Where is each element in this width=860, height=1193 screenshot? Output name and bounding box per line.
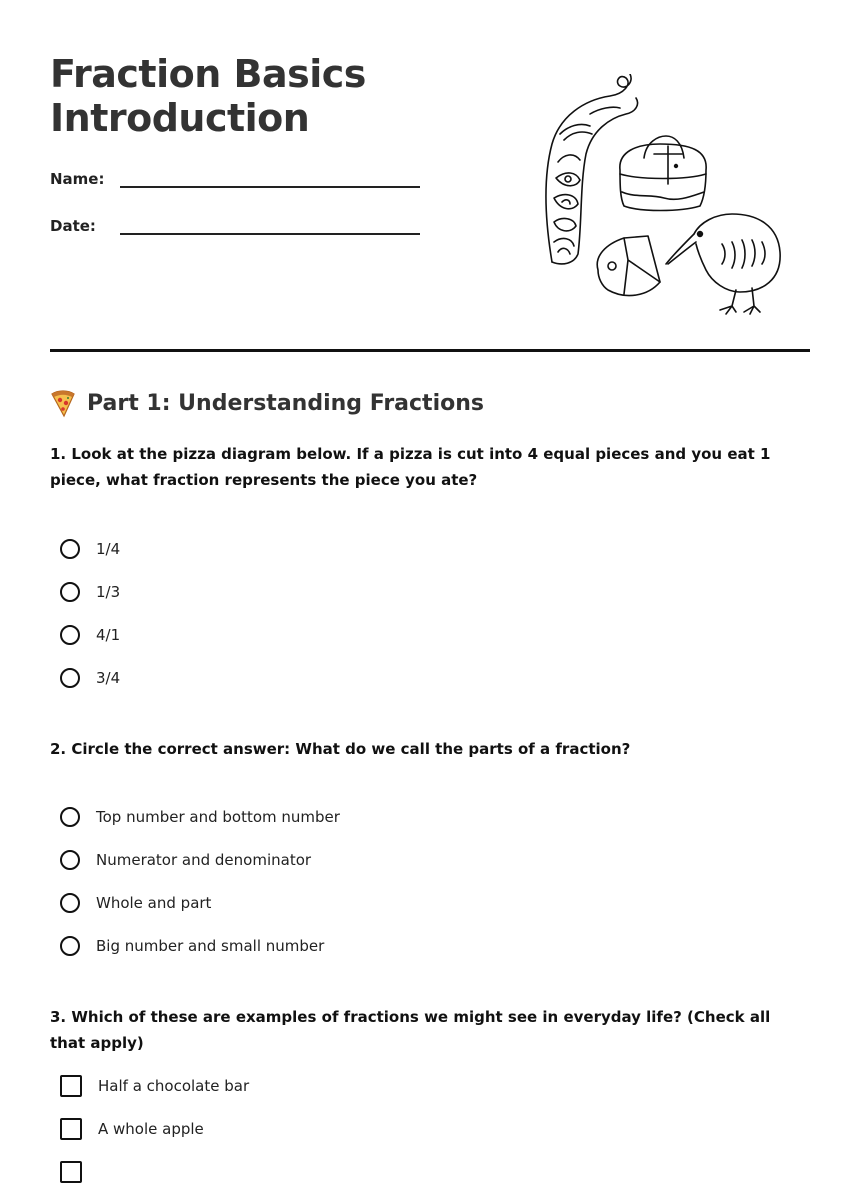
worksheet-header xyxy=(50,0,810,352)
question-3-text: 3. Which of these are examples of fractions we might see in everyday life? (Check all that apply) xyxy=(50,1008,771,1052)
radio-button[interactable] xyxy=(60,850,80,870)
option-radio[interactable] xyxy=(60,656,120,699)
title-line-1: Fraction Basics xyxy=(50,52,366,96)
date-label: Date: xyxy=(50,217,96,235)
option-label: 1/3 xyxy=(96,582,121,601)
option-label: A whole apple xyxy=(98,1119,204,1138)
option-checkbox[interactable] xyxy=(60,1107,249,1150)
checkbox[interactable] xyxy=(60,1161,82,1183)
cheese-wedge-icon xyxy=(597,236,660,296)
header-divider xyxy=(50,349,810,352)
option-label: 1/4 xyxy=(96,539,121,558)
radio-button[interactable] xyxy=(60,582,80,602)
option-radio[interactable] xyxy=(60,881,340,924)
option-radio[interactable] xyxy=(60,838,340,881)
date-input-line[interactable] xyxy=(120,211,420,235)
question-1-text: 1. Look at the pizza diagram below. If a pizza is cut into 4 equal pieces and you eat 1 piece, what fraction represents the piece you ate? xyxy=(50,445,771,489)
name-input-line[interactable] xyxy=(120,164,420,188)
header-illustration xyxy=(540,74,790,318)
question-3-options xyxy=(60,1064,249,1193)
radio-button[interactable] xyxy=(60,539,80,559)
checkbox[interactable] xyxy=(60,1118,82,1140)
option-label: 4/1 xyxy=(96,625,121,644)
question-2-options xyxy=(60,795,340,967)
name-field[interactable] xyxy=(50,164,420,188)
carved-taiaha-icon xyxy=(546,74,638,264)
pizza-icon xyxy=(50,388,76,418)
name-label: Name: xyxy=(50,170,105,188)
radio-button[interactable] xyxy=(60,807,80,827)
kiwi-bird-icon xyxy=(666,214,780,314)
option-radio[interactable] xyxy=(60,613,120,656)
option-radio[interactable] xyxy=(60,924,340,967)
title-line-2: Introduction xyxy=(50,96,310,140)
option-checkbox[interactable] xyxy=(60,1064,249,1107)
option-label: Half a chocolate bar xyxy=(98,1076,250,1095)
question-2-text: 2. Circle the correct answer: What do we call the parts of a fraction? xyxy=(50,740,631,758)
page-title xyxy=(50,52,366,140)
radio-button[interactable] xyxy=(60,893,80,913)
option-label: Big number and small number xyxy=(96,936,325,955)
option-label: Numerator and denominator xyxy=(96,850,312,869)
worksheet-page xyxy=(50,0,810,1138)
option-checkbox[interactable] xyxy=(60,1150,249,1193)
date-field[interactable] xyxy=(50,211,420,235)
section-heading-part-1 xyxy=(50,388,484,418)
option-radio[interactable] xyxy=(60,527,120,570)
option-label: Top number and bottom number xyxy=(96,807,340,826)
radio-button[interactable] xyxy=(60,936,80,956)
checkbox[interactable] xyxy=(60,1075,82,1097)
radio-button[interactable] xyxy=(60,668,80,688)
layered-cake-icon xyxy=(620,136,706,211)
option-radio[interactable] xyxy=(60,795,340,838)
section-title-text: Part 1: Understanding Fractions xyxy=(87,390,484,416)
option-label: Whole and part xyxy=(96,893,212,912)
question-1-options xyxy=(60,527,120,699)
radio-button[interactable] xyxy=(60,625,80,645)
option-radio[interactable] xyxy=(60,570,120,613)
option-label: 3/4 xyxy=(96,668,121,687)
